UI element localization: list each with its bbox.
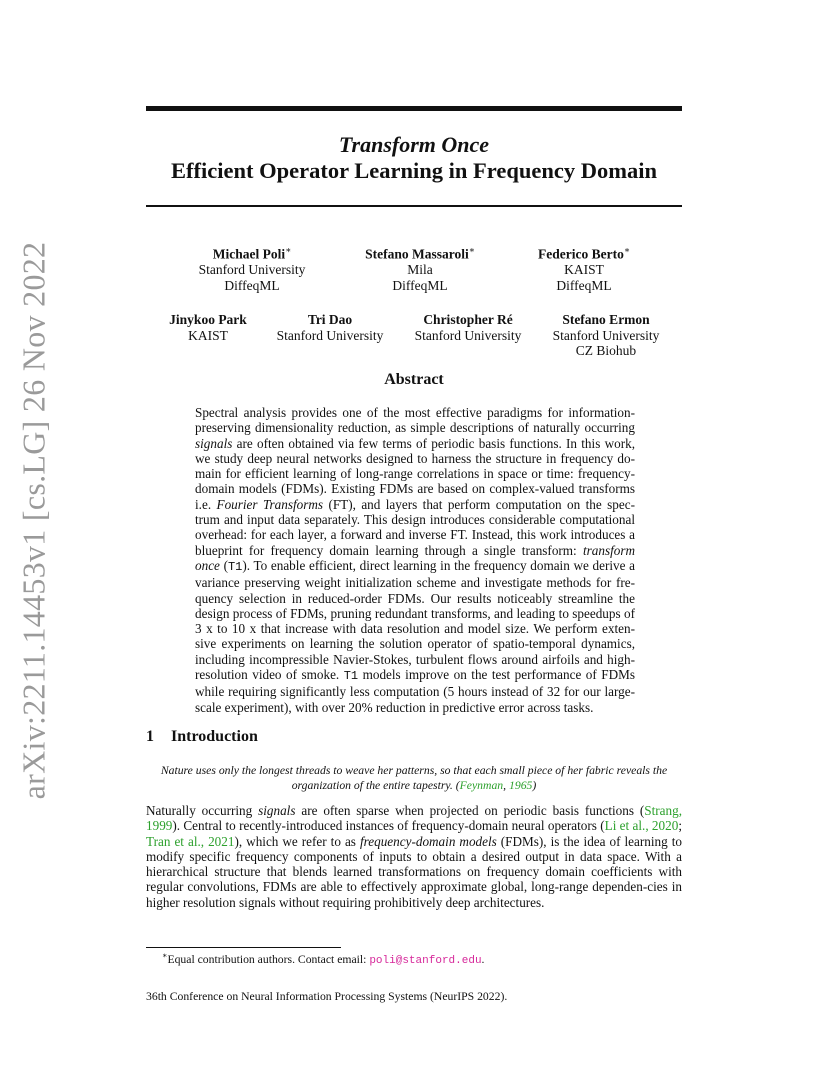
author-name: Tri Dao xyxy=(307,312,353,327)
author-block xyxy=(158,312,258,343)
author-name: Christopher Ré xyxy=(423,312,513,327)
citation-link[interactable]: Li et al., 2020 xyxy=(604,818,679,834)
author-affiliation: DiffeqML xyxy=(556,277,612,293)
section-title: Introduction xyxy=(171,728,258,745)
author-mark: ∗ xyxy=(285,245,292,255)
author-affiliation: DiffeqML xyxy=(392,277,448,293)
paper-title-line2: Efficient Operator Learning in Frequency Domain xyxy=(170,158,657,183)
footnote-rule xyxy=(146,947,341,948)
author-name: Stefano Ermon xyxy=(562,312,650,327)
author-name: Stefano Massaroli xyxy=(365,246,469,262)
author-affiliation: Stanford University xyxy=(198,262,306,277)
author-affiliation: Stanford University xyxy=(414,327,522,343)
author-name: Michael Poli xyxy=(212,246,286,262)
abstract-body: Spectral analysis provides one of the most effective paradigms for information-preserving dimensionality reduction, as simple descriptions of naturally occurring signals are often obtained via few terms of periodic basis functions. In this work, we study deep neural networks designed to harness the structure in frequency do-main for efficient learning of long-range correlations in space or time: frequency-domain models (FDMs). Existing FDMs are based on complex-valued transforms i.e. Fourier Transforms (FT), and layers that perform computation on the spec-trum and input data separately. This design introduces considerable computational overhead: for each layer, a forward and inverse FT. Instead, this work introduces a blueprint for frequency domain learning through a single transform: transform once (T1). To enable efficient, direct learning in the frequency domain we derive a variance preserving weight initialization scheme and investigate methods for fre-quency selection in reduced-order FDMs. Our results noticeably streamline the design process of FDMs, pruning redundant transforms, and leading to speedups of 3 x to 10 x that increase with data resolution and model size. We perform exten-sive experiments on learning the solution operator of spatio-temporal dynamics, including incompressible Navier-Stokes, turbulent flows around airfoils and high-resolution video of smoke. T1 models improve on the test performance of FDMs while requiring significantly less computation (5 hours instead of 32 for our large-scale experiment), with over 20% reduction in predictive error across tasks. xyxy=(195,405,635,715)
intro-paragraph: Naturally occurring signals are often sparse when projected on periodic basis functions (Strang, 1999). Central to recently-introduced instances of frequency-domain neural operators (Li et al., 2020; Tran et al., 2021), which we refer to as frequency-domain models (FDMs), is the idea of learning to modify specific frequency components of inputs to obtain a desired output in data space. With a hierarchical structure that blends learned transformations on frequency domain coefficients with regular convolutions, FDMs are able to effectively approximate global, long-range dependen-cies in higher resolution signals without requiring prohibitively deep architectures. xyxy=(146,803,682,910)
citation-link[interactable]: 1965 xyxy=(509,779,533,792)
venue-note: 36th Conference on Neural Information Processing Systems (NeurIPS 2022). xyxy=(146,990,508,1003)
author-block xyxy=(270,312,390,343)
author-block xyxy=(172,243,332,293)
footnote: ∗Equal contribution authors. Contact email: poli@stanford.edu. xyxy=(162,951,485,967)
author-block xyxy=(544,312,668,359)
title-top-rule xyxy=(146,106,682,111)
citation-link[interactable]: Tran et al., 2021 xyxy=(146,833,235,849)
citation-link[interactable]: Strang, 1999 xyxy=(146,803,682,834)
author-block xyxy=(340,243,500,293)
author-mark: ∗ xyxy=(468,245,475,255)
abstract-heading: Abstract xyxy=(384,371,444,388)
author-affiliation: CZ Biohub xyxy=(575,343,637,358)
epigraph-quote: Nature uses only the longest threads to weave her patterns, so that each small piece of her fabric reveals the organization of the entire tapestry. (Feynman, 1965) xyxy=(160,764,668,792)
author-name: Federico Berto xyxy=(538,246,624,262)
author-affiliation: KAIST xyxy=(188,327,228,343)
author-affiliation: Stanford University xyxy=(276,327,384,343)
email-link[interactable]: poli@stanford.edu xyxy=(369,954,482,967)
title-bottom-rule xyxy=(146,205,682,207)
author-block xyxy=(504,243,664,293)
author-mark: ∗ xyxy=(623,245,630,255)
author-affiliation: DiffeqML xyxy=(224,277,280,293)
author-affiliation: KAIST xyxy=(564,262,604,277)
paper-title-line1: Transform Once xyxy=(338,132,490,157)
citation-link[interactable]: Feynman xyxy=(459,779,504,792)
author-name: Jinykoo Park xyxy=(169,312,247,327)
arxiv-stamp xyxy=(14,241,54,799)
arxiv-stamp-text: arXiv:2211.14453v1 [cs.LG] 26 Nov 2022 xyxy=(15,241,52,799)
author-affiliation: Stanford University xyxy=(552,327,660,343)
section-heading xyxy=(146,728,258,746)
author-block xyxy=(406,312,530,343)
section-number: 1 xyxy=(146,728,154,745)
author-affiliation: Mila xyxy=(407,262,433,277)
